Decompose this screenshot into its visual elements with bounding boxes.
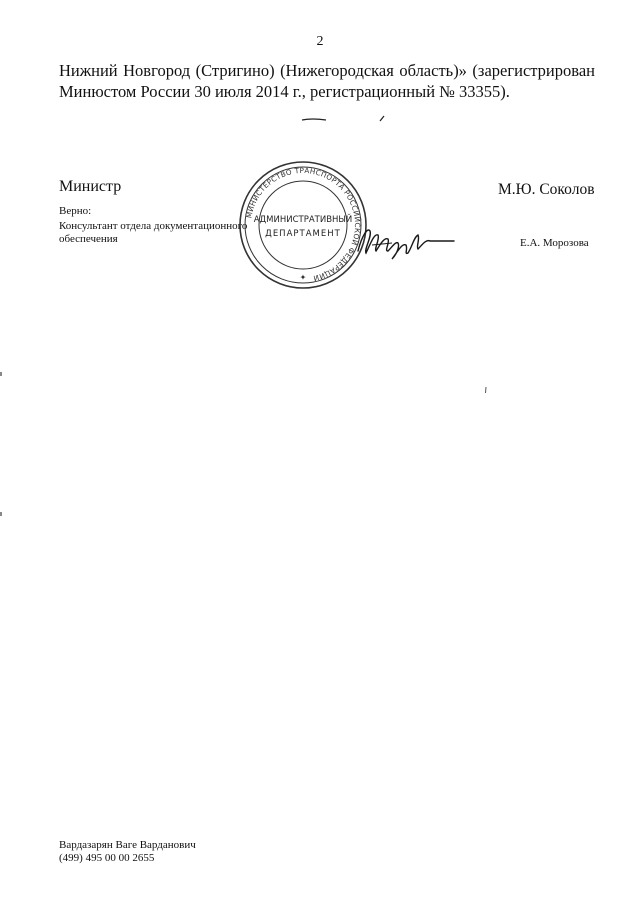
- position-title: Министр: [59, 178, 122, 195]
- executor-name: Вардазарян Ваге Варданович: [59, 839, 196, 851]
- separator-mark: [300, 113, 390, 125]
- margin-mark: [0, 512, 2, 516]
- svg-text:✦: ✦: [299, 273, 307, 282]
- paragraph-line-1: Нижний Новгород (Стригино) (Нижегородская область)» (зарегистрирован: [59, 61, 595, 80]
- consultant-line-2: обеспечения: [59, 232, 118, 245]
- consultant-line-1: Консультант отдела документационного: [59, 220, 248, 232]
- certification-label: Верно:: [59, 205, 92, 217]
- executor-footer: [59, 839, 196, 864]
- official-stamp: [238, 160, 368, 290]
- stamp-outer-text: МИНИСТЕРСТВО ТРАНСПОРТА РОССИЙСКОЙ ФЕДЕРАЦИИ: [244, 165, 363, 283]
- certifier-name: Е.А. Морозова: [520, 237, 589, 249]
- stamp-inner-line-1: АДМИНИСТРАТИВНЫЙ: [253, 215, 353, 225]
- signer-name: М.Ю. Соколов: [498, 181, 595, 198]
- paragraph-line-2: Минюстом России 30 июля 2014 г., регистрационный № 33355).: [59, 82, 510, 101]
- executor-phone: (499) 495 00 00 2655: [59, 851, 155, 864]
- stamp-inner-line-2: ДЕПАРТАМЕНТ: [265, 229, 341, 239]
- scan-speck: [484, 386, 488, 394]
- page-number: 2: [316, 34, 324, 49]
- margin-mark: [0, 372, 2, 376]
- handwritten-signature: [352, 215, 457, 265]
- body-paragraph: [59, 60, 595, 102]
